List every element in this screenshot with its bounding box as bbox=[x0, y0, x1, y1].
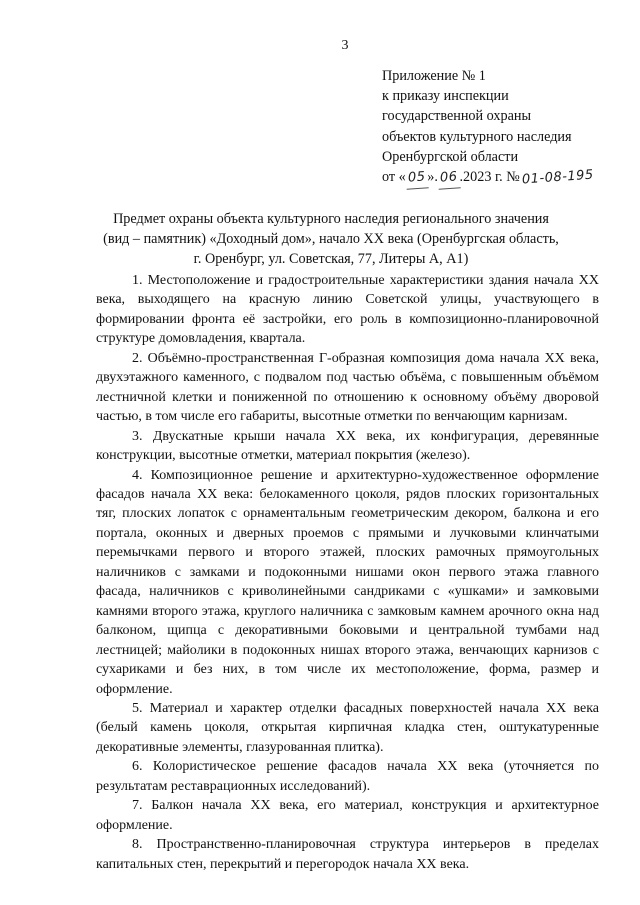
page-number: 3 bbox=[341, 38, 349, 53]
date-separator: ». bbox=[427, 169, 438, 186]
handwritten-day: 05 bbox=[405, 167, 428, 190]
title-line: г. Оренбург, ул. Советская, 77, Литеры А, А1) bbox=[193, 251, 469, 267]
annex-title: Приложение № 1 bbox=[382, 68, 486, 84]
date-middle: .2023 г. № bbox=[459, 169, 520, 186]
annex-line: Оренбургской области bbox=[382, 148, 519, 165]
annex-line: государственной охраны bbox=[382, 108, 532, 125]
paragraph-balcony: 7. Балкон начала XX века, его материал, конструкция и архитектурное оформление. bbox=[96, 798, 599, 833]
handwritten-order-number: 01-08-195 bbox=[521, 167, 594, 188]
annex-line: к приказу инспекции bbox=[382, 88, 509, 105]
paragraph-location: 1. Местоположение и градостроительные характеристики здания начала XX века, выходящего на красную линию Советской улицы, участвующего в формировании фронта её застройки, его роль в композиционно-планировочной структуре домовладения, квартала. bbox=[96, 273, 599, 347]
paragraph-spatial-composition: 2. Объёмно-пространственная Г-образная композиция дома начала XX века, двухэтажного каменного, с подвалом под частью объёма, с повышенным объёмом лестничной клетки и пониженной по отношению к основному объёму дворовой частью, в том числе его габариты, высотные отметки по венчающим карнизам. bbox=[96, 350, 599, 425]
document-title bbox=[96, 209, 566, 269]
paragraph-interior-structure: 8. Пространственно-планировочная структура интерьеров в пределах капитальных стен, перекрытий и перегородок начала XX века. bbox=[96, 837, 599, 872]
annex-header bbox=[382, 66, 632, 189]
paragraph-facade-decoration: 4. Композиционное решение и архитектурно-художественное оформление фасадов начала XX века: белокаменного цоколя, рядов плоских горизонтальных тяг, плоских лопаток с орнаментальным геометрическим декором, балкона и его портала, оконных и дверных проемов с прямыми и лучковыми клинчатыми перемычками первого и второго этажей, плоских рамочных прямоугольных наличников с замками и подоконными нишами окон первого этажа главного фасада, наличников с криволинейными сандриками с «ушками» и замковыми камнями второго этажа, круглого наличника с замковым камнем арочного окна над балконом, щипца с декоративными боковыми и центральной тумбами над лестницей; майолики в подоконных нишах второго этажа, венчающих карнизов с сухариками и без них, в том числе их местоположение, форма, размер и оформление. bbox=[96, 467, 599, 697]
date-prefix: от « bbox=[382, 169, 406, 186]
annex-line: объектов культурного наследия bbox=[382, 128, 572, 145]
handwritten-month: 06 bbox=[437, 167, 460, 190]
paragraph-facade-materials: 5. Материал и характер отделки фасадных поверхностей начала XX века (белый камень цоколя, открытая кирпичная кладка стен, оштукатуренные декоративные элементы, глазурованная плитка). bbox=[96, 700, 599, 755]
document-body bbox=[96, 271, 599, 874]
annex-date-line bbox=[382, 167, 632, 189]
paragraph-coloristics: 6. Колористическое решение фасадов начала XX века (уточняется по результатам реставрационных исследований). bbox=[96, 759, 599, 794]
title-line: Предмет охраны объекта культурного наследия регионального значения bbox=[113, 211, 549, 227]
paragraph-roofs: 3. Двускатные крыши начала XX века, их конфигурация, деревянные конструкции, высотные отметки, материал покрытия (железо). bbox=[96, 428, 599, 464]
title-line: (вид – памятник) «Доходный дом», начало XX века (Оренбургская область, bbox=[103, 231, 559, 247]
